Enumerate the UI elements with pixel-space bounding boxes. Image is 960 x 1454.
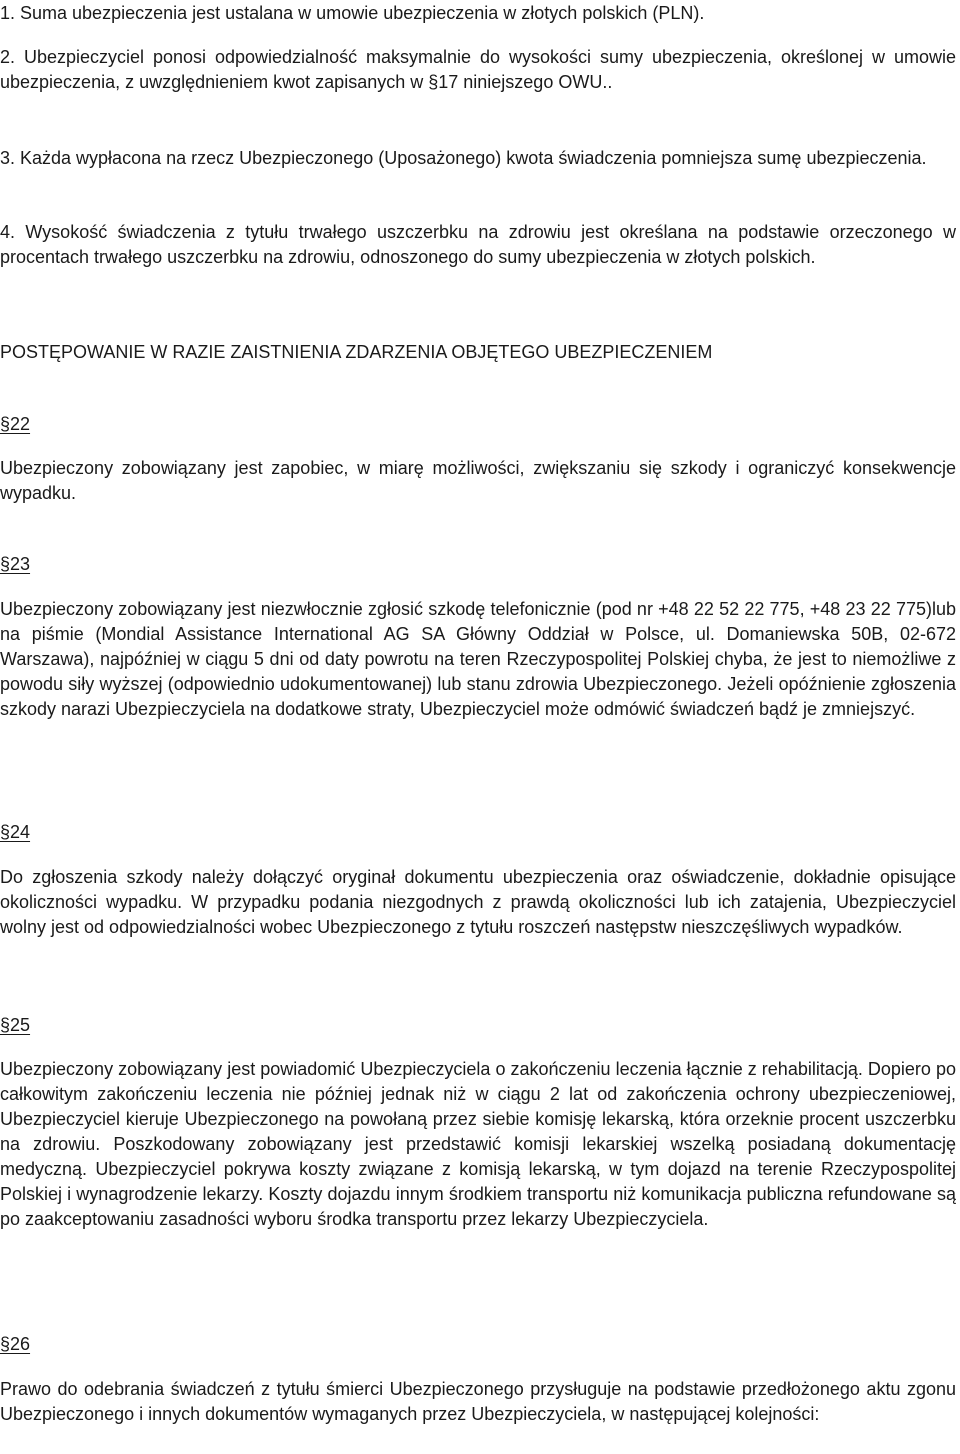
section-24-title xyxy=(0,820,30,845)
paragraph-1: 1. Suma ubezpieczenia jest ustalana w umowie ubezpieczenia w złotych polskich (PLN). xyxy=(0,3,705,23)
paragraph-3: 3. Każda wypłacona na rzecz Ubezpieczonego (Uposażonego) kwota świadczenia pomniejsza sumę ubezpieczenia. xyxy=(0,148,927,168)
section-23-title xyxy=(0,552,30,577)
section-22-title xyxy=(0,412,30,437)
section-22-text: Ubezpieczony zobowiązany jest zapobiec, w miarę możliwości, zwiększaniu się szkody i ograniczyć konsekwencje wypadku. xyxy=(0,458,956,503)
section-25-title xyxy=(0,1013,30,1038)
section-number: 24 xyxy=(10,822,31,842)
section-number: 25 xyxy=(10,1015,31,1035)
section-25-text: Ubezpieczony zobowiązany jest powiadomić Ubezpieczyciela o zakończeniu leczenia łącznie z rehabilitacją. Dopiero po całkowitym zakończeniu leczenia nie później jednak niż w ciągu 2 lat od zakończenia ochrony ubezpieczeniowej, Ubezpieczyciel kieruje Ubezpieczonego na powołaną przez siebie komisję lekarską, która orzeknie procent uszczerbku na zdrowiu. Poszkodowany zobowiązany jest przedstawić komisji lekarskiej wszelką posiadaną dokumentację medyczną. Ubezpieczyciel pokrywa koszty związane z komisją lekarską, w tym dojazd na terenie Rzeczypospolitej Polskiej i wynagrodzenie lekarzy. Koszty dojazdu innym środkiem transportu niż komunikacja publiczna refundowane są po zaakceptowaniu zasadności wyboru środka transportu przez lekarzy Ubezpieczyciela. xyxy=(0,1059,956,1229)
section-heading: POSTĘPOWANIE W RAZIE ZAISTNIENIA ZDARZENIA OBJĘTEGO UBEZPIECZENIEM xyxy=(0,342,713,362)
section-23-text: Ubezpieczony zobowiązany jest niezwłocznie zgłosić szkodę telefonicznie (pod nr +48 22 52 22 775, +48 23 22 775)lub na piśmie (Mondial Assistance International AG SA Główny Oddział w Polsce, ul. Domaniewska 50B, 02-672 Warszawa), najpóźniej w ciągu 5 dni od daty powrotu na teren Rzeczypospolitej Polskiej chyba, że jest to niemożliwe z powodu siły wyższej (odpowiednio udokumentowanej) lub stanu zdrowia Ubezpieczonego. Jeżeli opóźnienie zgłoszenia szkody narazi Ubezpieczyciela na dodatkowe straty, Ubezpieczyciel może odmówić świadczeń bądź je zmniejszyć. xyxy=(0,599,956,719)
section-26-title xyxy=(0,1332,30,1357)
paragraph-4: 4. Wysokość świadczenia z tytułu trwałego uszczerbku na zdrowiu jest określana na podstawie orzeczonego w procentach trwałego uszczerbku na zdrowiu, odnoszonego do sumy ubezpieczenia w złotych polskich. xyxy=(0,222,956,267)
section-number: 23 xyxy=(10,554,31,574)
section-symbol: § xyxy=(0,1334,11,1354)
section-symbol: § xyxy=(0,822,11,842)
section-symbol: § xyxy=(0,1015,11,1035)
section-symbol: § xyxy=(0,554,11,574)
paragraph-2: 2. Ubezpieczyciel ponosi odpowiedzialność maksymalnie do wysokości sumy ubezpieczenia, określonej w umowie ubezpieczenia, z uwzględnieniem kwot zapisanych w §17 niniejszego OWU.. xyxy=(0,47,956,92)
section-24-text: Do zgłoszenia szkody należy dołączyć oryginał dokumentu ubezpieczenia oraz oświadczenie, dokładnie opisujące okoliczności wypadku. W przypadku podania niezgodnych z prawdą okoliczności lub ich zatajenia, Ubezpieczyciel wolny jest od odpowiedzialności wobec Ubezpieczonego z tytułu roszczeń następstw nieszczęśliwych wypadków. xyxy=(0,867,956,937)
section-26-text: Prawo do odebrania świadczeń z tytułu śmierci Ubezpieczonego przysługuje na podstawie przedłożonego aktu zgonu Ubezpieczonego i innych dokumentów wymaganych przez Ubezpieczyciela, w następującej kolejności: xyxy=(0,1379,956,1424)
section-number: 26 xyxy=(10,1334,31,1354)
section-symbol: § xyxy=(0,414,11,434)
section-number: 22 xyxy=(10,414,31,434)
